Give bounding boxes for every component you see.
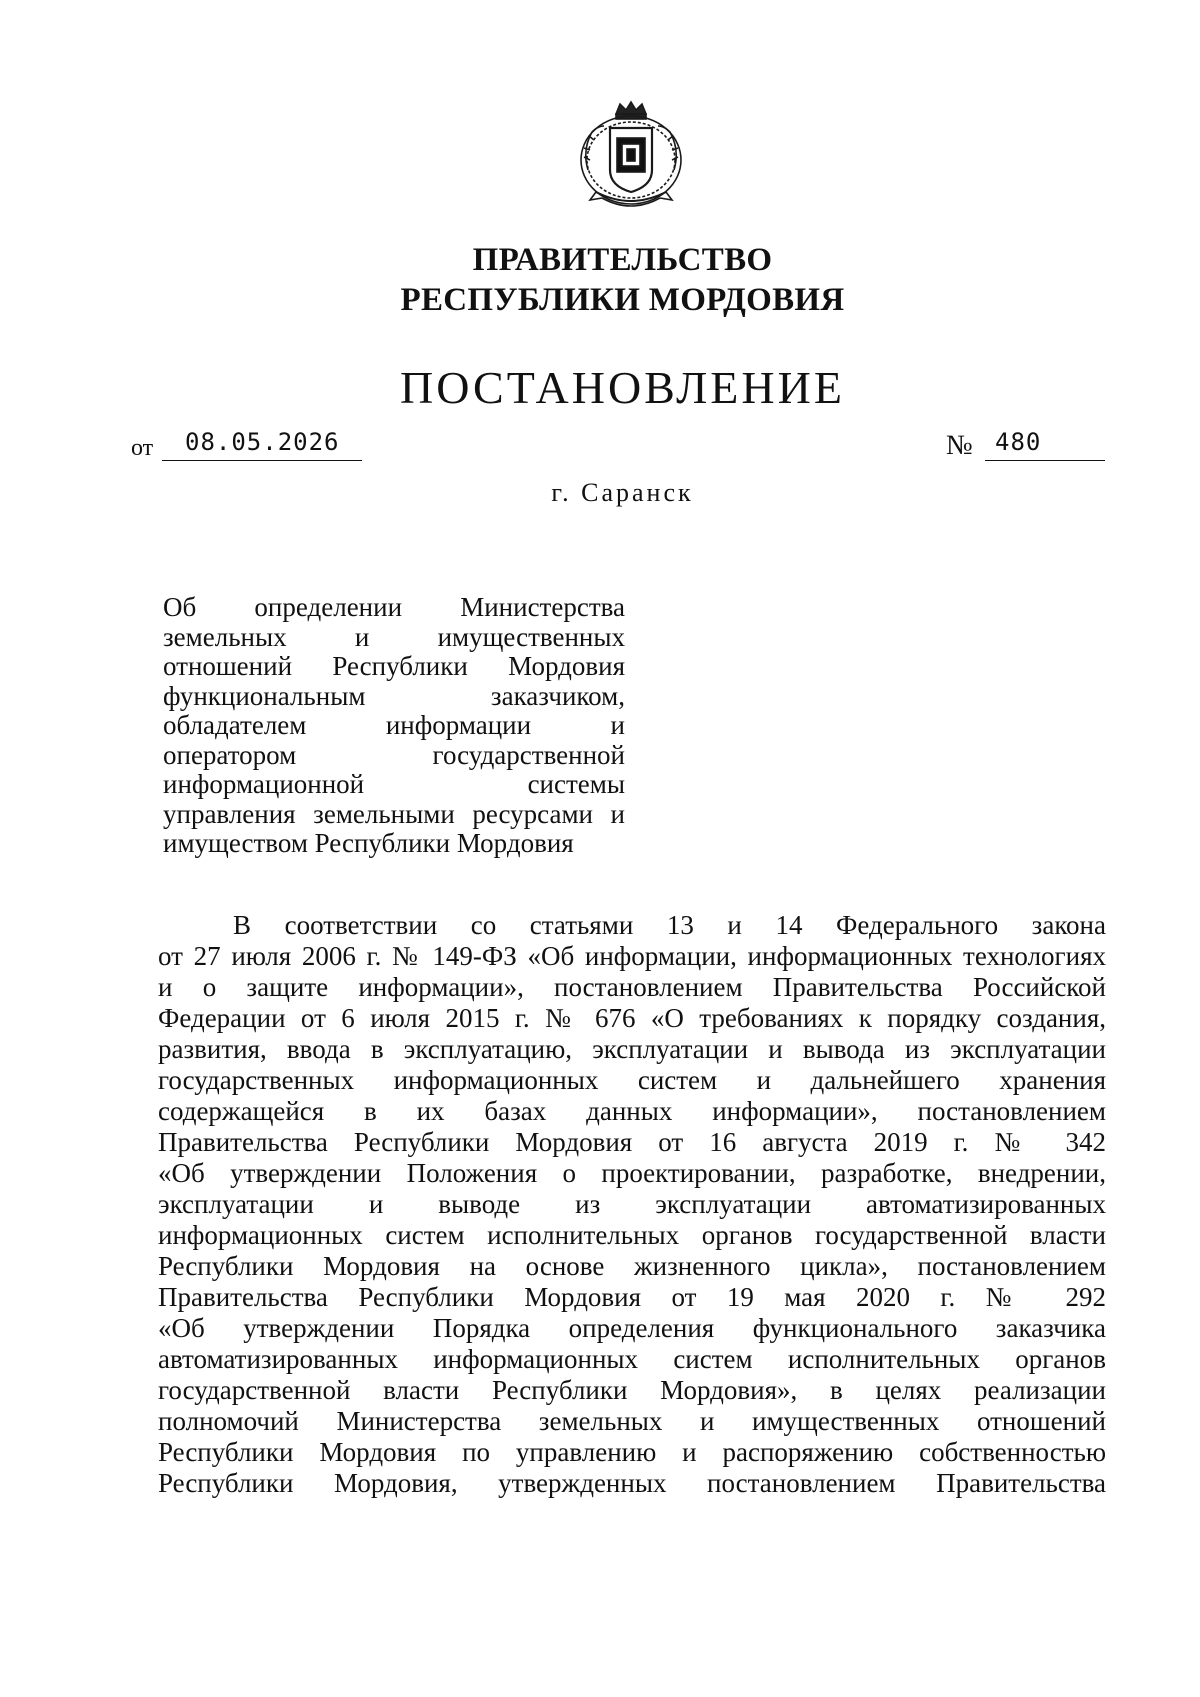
body-line: и о защите информации», постановлением Правительства Российской bbox=[158, 972, 1106, 1002]
body-line: государственной власти Республики Мордовия», в целях реализации bbox=[158, 1375, 1106, 1405]
organization-name-line1: ПРАВИТЕЛЬСТВО bbox=[472, 242, 773, 278]
title-line: отношений Республики Мордовия bbox=[163, 651, 625, 681]
body-line: содержащейся в их базах данных информации», постановлением bbox=[158, 1096, 1106, 1126]
body-line: Правительства Республики Мордовия от 19 мая 2020 г. № 292 bbox=[158, 1282, 1106, 1312]
document-title bbox=[163, 593, 625, 859]
body-line: Республики Мордовия по управлению и распоряжению собственностью bbox=[158, 1437, 1106, 1467]
body-line: Республики Мордовия, утвержденных постановлением Правительства bbox=[158, 1468, 1106, 1498]
title-line: оператором государственной bbox=[163, 739, 625, 770]
body-line: Федерации от 6 июля 2015 г. № 676 «О требованиях к порядку создания, bbox=[158, 1003, 1106, 1033]
title-line: Об определении Министерства bbox=[163, 592, 625, 622]
title-line: обладателем информации и bbox=[163, 710, 625, 740]
city: г. Саранск bbox=[551, 478, 694, 507]
body-line: «Об утверждении Порядка определения функционального заказчика bbox=[158, 1313, 1106, 1343]
document-date: 08.05.2026 bbox=[185, 428, 340, 456]
date-label: от bbox=[131, 435, 154, 461]
body-line: государственных информационных систем и дальнейшего хранения bbox=[158, 1065, 1106, 1095]
title-line: функциональным заказчиком, bbox=[163, 680, 625, 711]
body-line: эксплуатации и выводе из эксплуатации автоматизированных bbox=[158, 1189, 1106, 1219]
body-line: от 27 июля 2006 г. № 149-ФЗ «Об информации, информационных технологиях bbox=[158, 941, 1106, 971]
number-label: № bbox=[946, 430, 973, 461]
body-line: В соответствии со статьями 13 и 14 Федерального закона bbox=[233, 910, 1106, 940]
document-number: 480 bbox=[995, 428, 1042, 456]
body-line: автоматизированных информационных систем исполнительных органов bbox=[158, 1344, 1106, 1374]
title-line: управления земельными ресурсами и bbox=[163, 798, 625, 829]
date-underline bbox=[162, 460, 362, 461]
document-body bbox=[158, 910, 1106, 1499]
document-type: ПОСТАНОВЛЕНИЕ bbox=[400, 362, 845, 413]
body-line: информационных систем исполнительных органов государственной власти bbox=[158, 1220, 1106, 1250]
title-line: земельных и имущественных bbox=[163, 621, 625, 652]
title-line: информационной системы bbox=[163, 769, 625, 799]
title-line: имуществом Республики Мордовия bbox=[163, 828, 574, 858]
body-line: Республики Мордовия на основе жизненного цикла», постановлением bbox=[158, 1251, 1106, 1281]
body-line: полномочий Министерства земельных и имущественных отношений bbox=[158, 1406, 1106, 1436]
organization-name-line2: РЕСПУБЛИКИ МОРДОВИЯ bbox=[400, 282, 845, 318]
coat-of-arms-icon bbox=[568, 100, 694, 214]
body-line: Правительства Республики Мордовия от 16 августа 2019 г. № 342 bbox=[158, 1127, 1106, 1157]
body-line: развития, ввода в эксплуатацию, эксплуатации и вывода из эксплуатации bbox=[158, 1034, 1106, 1064]
body-line: «Об утверждении Положения о проектировании, разработке, внедрении, bbox=[158, 1158, 1106, 1188]
number-underline bbox=[985, 460, 1105, 461]
